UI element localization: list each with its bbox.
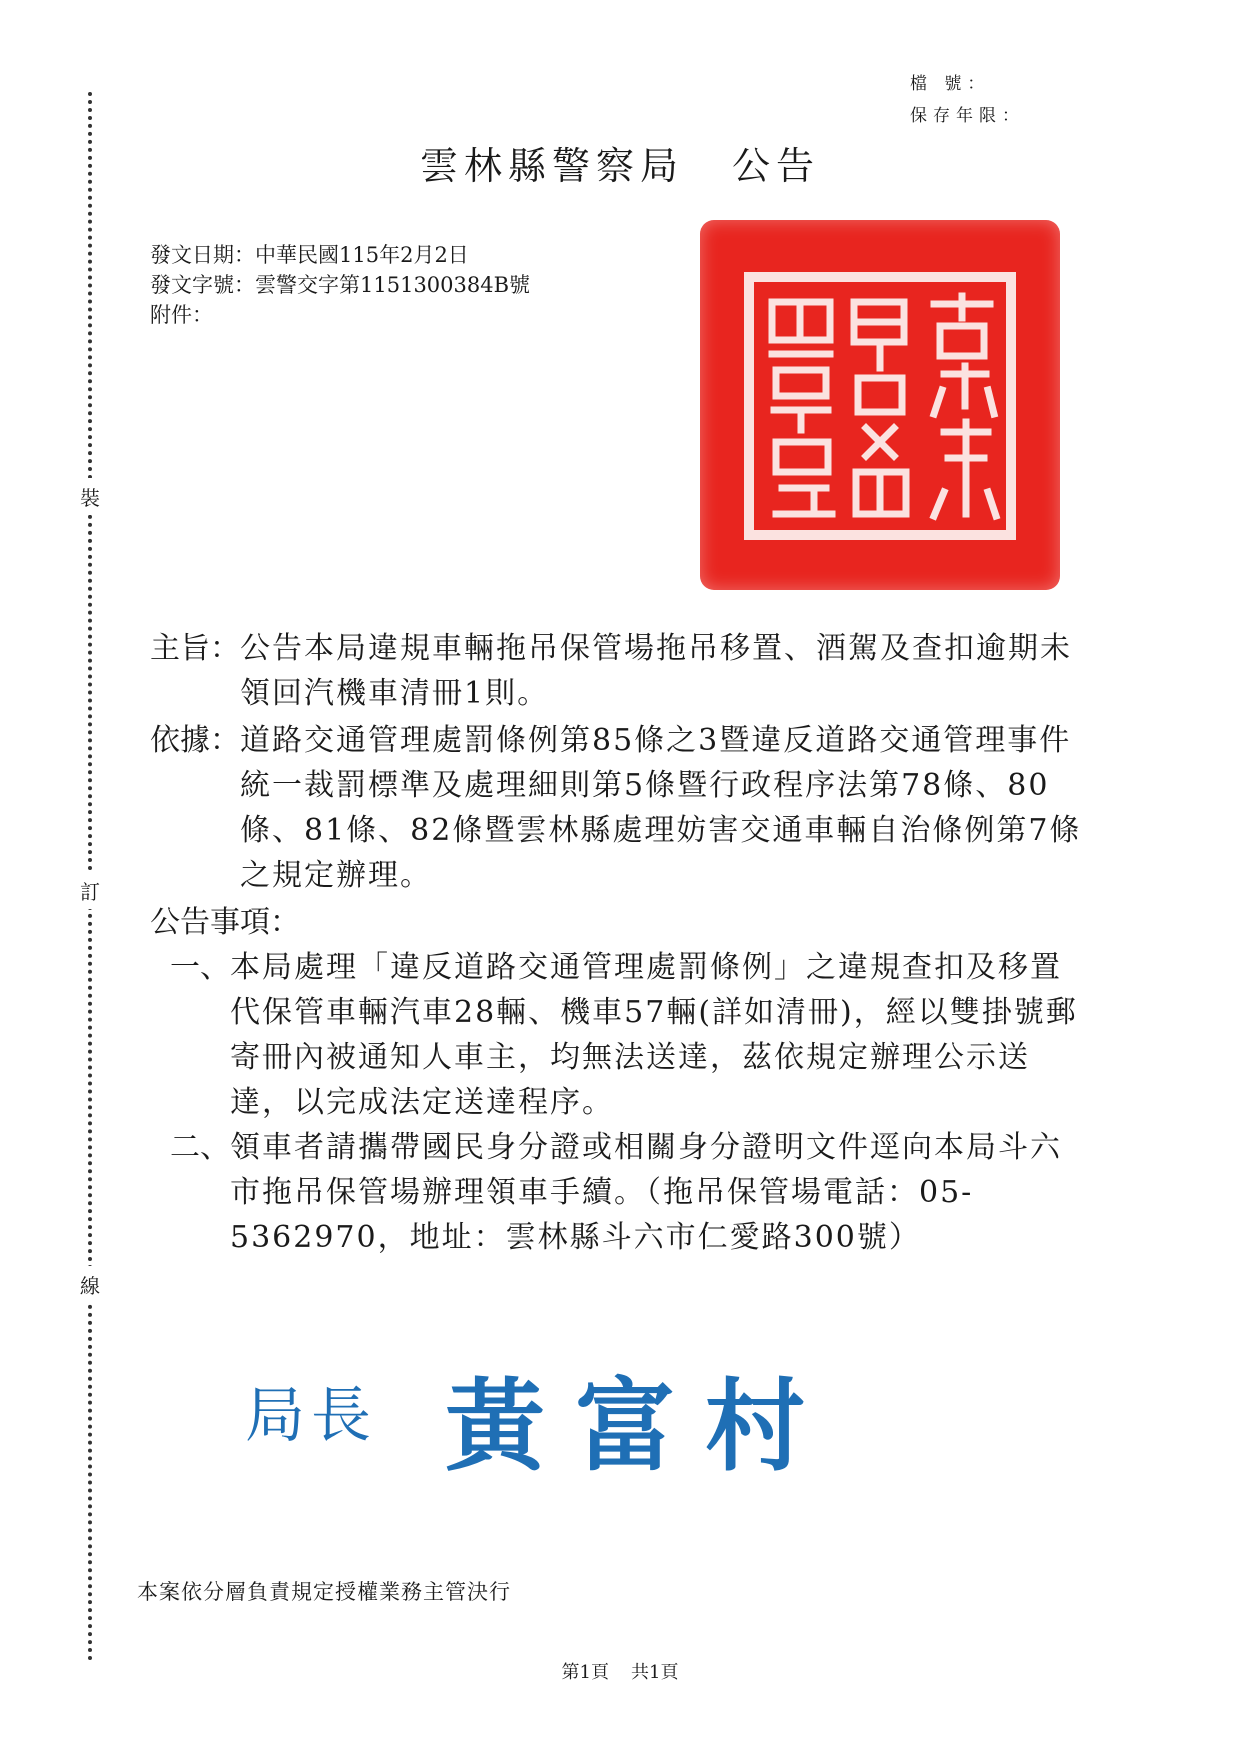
notice-item xyxy=(150,945,1090,1125)
document-number: 發文字號：雲警交字第1151300384B號 xyxy=(150,273,531,297)
subject-section xyxy=(150,626,1090,716)
attachment-label: 附件： xyxy=(150,303,213,327)
page-current: 第1頁 xyxy=(561,1662,609,1683)
file-number-label: 檔 號： xyxy=(910,74,991,94)
notice-heading: 公告事項： xyxy=(150,905,300,940)
binding-mark-bind: 裝 xyxy=(72,478,108,515)
seal-frame xyxy=(744,272,1016,540)
notice-item-number: 一、 xyxy=(170,950,230,985)
notice-body xyxy=(150,626,1090,1260)
basis-label: 依據： xyxy=(150,723,240,758)
subject-text: 公告本局違規車輛拖吊保管場拖吊移置、酒駕及查扣逾期未領回汽機車清冊1則。 xyxy=(240,631,1072,711)
authorization-note: 本案依分層負責規定授權業務主管決行 xyxy=(137,1580,511,1604)
official-seal xyxy=(700,220,1060,590)
page-number xyxy=(0,1658,1240,1684)
retention-period-label: 保存年限： xyxy=(910,106,1025,126)
director-signature xyxy=(245,1340,845,1485)
signature-title: 局長 xyxy=(245,1381,377,1451)
notice-item-text: 領車者請攜帶國民身分證或相關身分證明文件逕向本局斗六市拖吊保管場辦理領車手續。（拖吊保管場電話：05-5362970，地址：雲林縣斗六市仁愛路300號） xyxy=(230,1130,1062,1255)
page-total: 共1頁 xyxy=(631,1662,679,1683)
document-meta xyxy=(150,240,530,330)
document-title xyxy=(0,135,1240,190)
binding-mark-line: 線 xyxy=(72,1266,108,1303)
basis-text: 道路交通管理處罰條例第85條之3暨違反道路交通管理事件統一裁罰標準及處理細則第5條暨行政程序法第78條、80條、81條、82條暨雲林縣處理妨害交通車輛自治條例第7條之規定辦理。 xyxy=(240,723,1082,893)
notice-item-text: 本局處理「違反道路交通管理處罰條例」之違規查扣及移置代保管車輛汽車28輛、機車57輛(詳如清冊)，經以雙掛號郵寄冊內被通知人車主，均無法送達，茲依規定辦理公示送達，以完成法定送達程序。 xyxy=(230,950,1078,1120)
notice-item xyxy=(150,1125,1090,1260)
signature-name: 黃富村 xyxy=(445,1368,835,1485)
document-type: 公告 xyxy=(732,144,821,188)
issue-date: 發文日期：中華民國115年2月2日 xyxy=(150,243,469,267)
agency-name: 雲林縣警察局 xyxy=(419,144,684,188)
subject-label: 主旨： xyxy=(150,631,240,666)
archive-info xyxy=(910,68,1025,132)
binding-mark-staple: 訂 xyxy=(72,872,108,909)
notice-item-number: 二、 xyxy=(170,1130,230,1165)
seal-glyphs-icon xyxy=(754,282,1006,530)
basis-section xyxy=(150,718,1090,898)
